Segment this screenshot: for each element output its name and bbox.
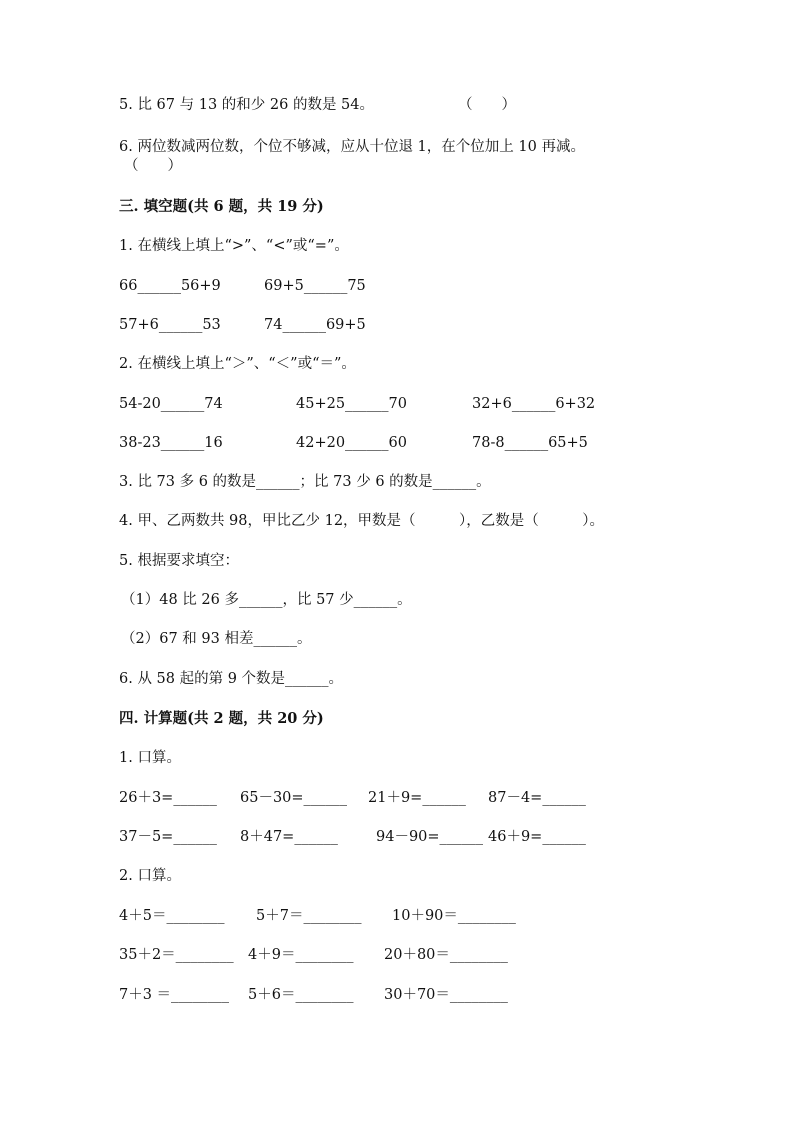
calc-q2-item[interactable]: 35＋2＝________ — [119, 947, 234, 963]
calc-q1-item[interactable]: 65－30=______ — [240, 790, 348, 806]
fill-q6[interactable]: 6. 从 58 起的第 9 个数是______。 — [119, 671, 344, 687]
judge-q6-answer-paren[interactable]: （ ） — [124, 158, 182, 174]
fill-q2-item[interactable]: 32+6______6+32 — [472, 396, 596, 412]
calc-q2: 2. 口算。 — [119, 868, 181, 884]
fill-q2: 2. 在横线上填上“＞”、“＜”或“＝”。 — [119, 356, 356, 372]
judge-q5-answer-paren[interactable]: （ ） — [458, 97, 516, 113]
fill-q2-item[interactable]: 78-8______65+5 — [472, 435, 588, 451]
calc-q2-item[interactable]: 5＋6＝________ — [248, 987, 354, 1003]
section-calc-heading: 四. 计算题(共 2 题，共 20 分) — [119, 710, 324, 727]
fill-q2-item[interactable]: 54-20______74 — [119, 396, 223, 412]
calc-q2-item[interactable]: 7＋3 ＝________ — [119, 987, 230, 1003]
calc-q2-item[interactable]: 20＋80＝________ — [384, 947, 508, 963]
fill-q1-item[interactable]: 74______69+5 — [264, 317, 366, 333]
calc-q2-item[interactable]: 4＋5＝________ — [119, 908, 225, 924]
calc-q1-item[interactable]: 94－90=______ — [376, 829, 484, 845]
calc-q1-item[interactable]: 87－4=______ — [488, 790, 586, 806]
judge-q5: 5. 比 67 与 13 的和少 26 的数是 54。 — [119, 97, 375, 113]
calc-q1-item[interactable]: 21＋9=______ — [368, 790, 466, 806]
fill-q5-part2[interactable]: （2）67 和 93 相差______。 — [121, 631, 312, 647]
calc-q1-item[interactable]: 37－5=______ — [119, 829, 217, 845]
fill-q5-part1[interactable]: （1）48 比 26 多______，比 57 少______。 — [121, 592, 412, 608]
calc-q1: 1. 口算。 — [119, 750, 181, 766]
fill-q1-item[interactable]: 57+6______53 — [119, 317, 221, 333]
calc-q1-item[interactable]: 46＋9=______ — [488, 829, 586, 845]
fill-q2-item[interactable]: 45+25______70 — [296, 396, 408, 412]
calc-q2-item[interactable]: 5＋7＝________ — [256, 908, 362, 924]
calc-q1-item[interactable]: 26＋3=______ — [119, 790, 217, 806]
fill-q2-item[interactable]: 42+20______60 — [296, 435, 408, 451]
calc-q2-item[interactable]: 4＋9＝________ — [248, 947, 354, 963]
calc-q2-item[interactable]: 30＋70＝________ — [384, 987, 508, 1003]
section-fill-heading: 三. 填空题(共 6 题，共 19 分) — [119, 198, 324, 215]
fill-q5: 5. 根据要求填空： — [119, 553, 239, 569]
judge-q6: 6. 两位数减两位数，个位不够减，应从十位退 1，在个位加上 10 再减。 — [119, 139, 585, 155]
fill-q1: 1. 在横线上填上“>”、“<”或“=”。 — [119, 238, 349, 254]
fill-q1-item[interactable]: 66______56+9 — [119, 278, 221, 294]
fill-q3[interactable]: 3. 比 73 多 6 的数是______；比 73 少 6 的数是______。 — [119, 474, 491, 490]
calc-q1-item[interactable]: 8＋47=______ — [240, 829, 338, 845]
fill-q4[interactable]: 4. 甲、乙两数共 98，甲比乙少 12，甲数是（ ），乙数是（ ）。 — [119, 513, 605, 529]
calc-q2-item[interactable]: 10＋90＝________ — [392, 908, 516, 924]
fill-q2-item[interactable]: 38-23______16 — [119, 435, 223, 451]
fill-q1-item[interactable]: 69+5______75 — [264, 278, 366, 294]
